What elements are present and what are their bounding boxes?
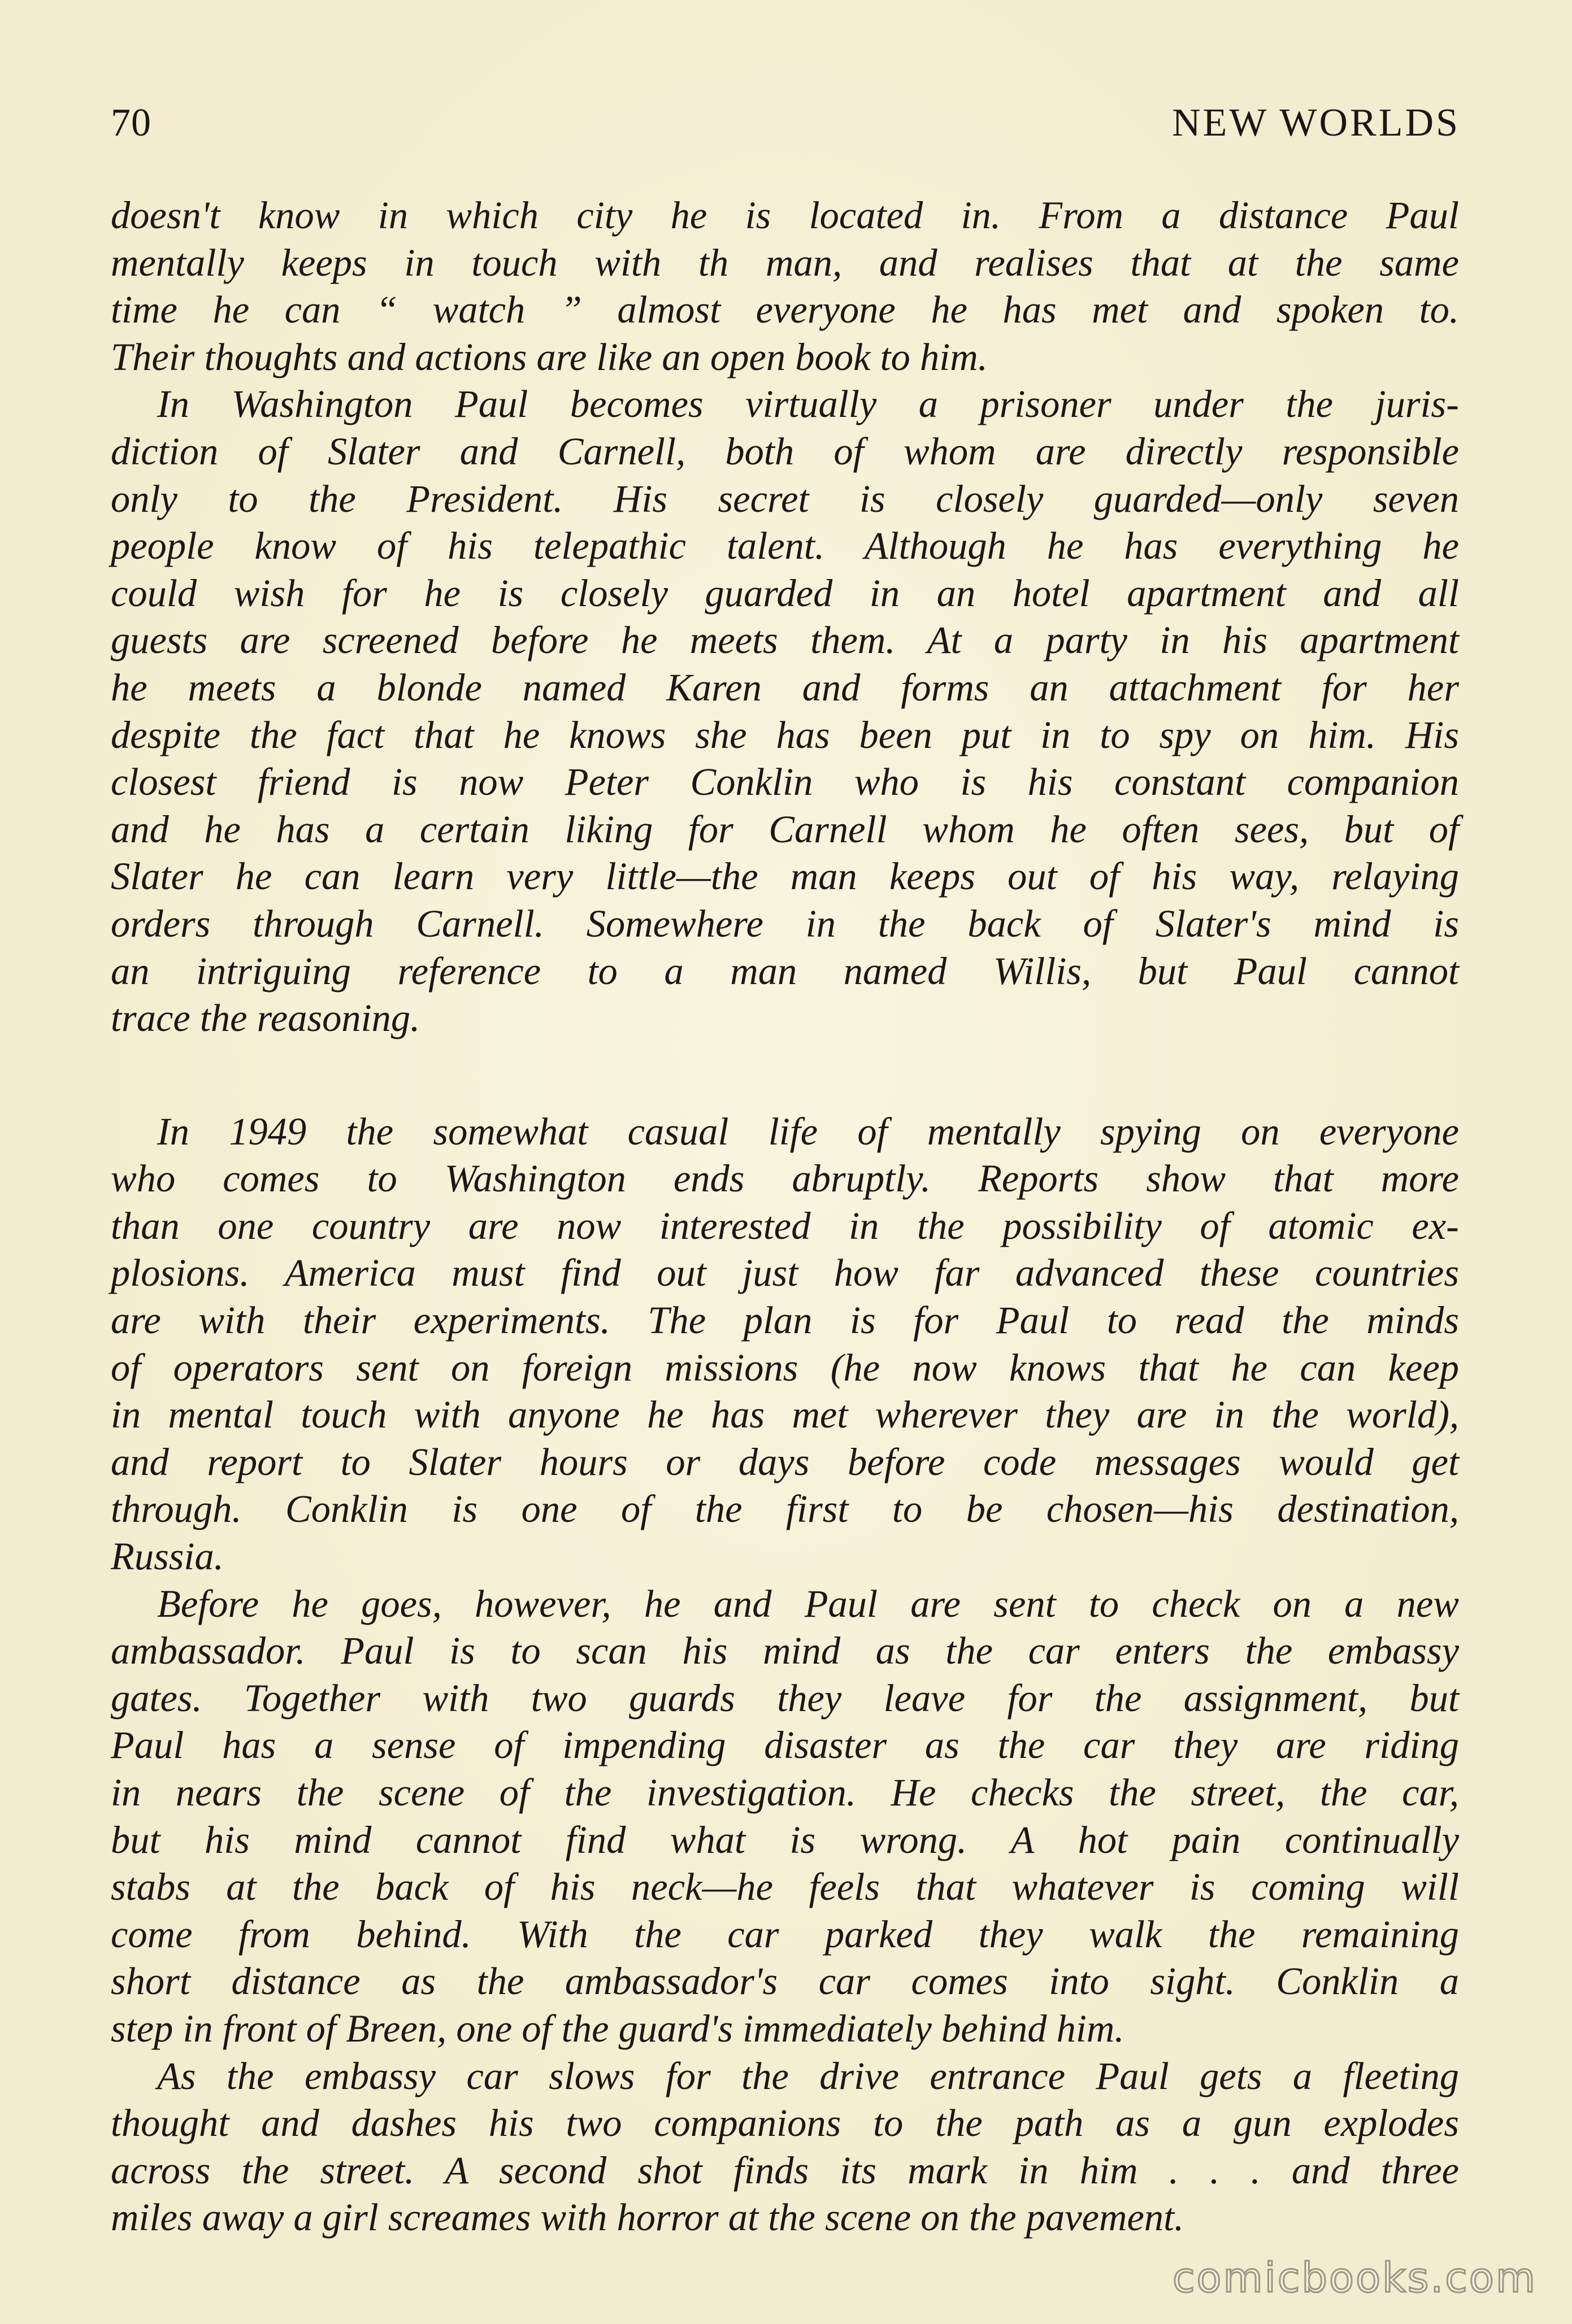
- paragraph-embassy-car: [111, 2053, 1459, 2242]
- text-line: and report to Slater hours or days before code messages would get: [111, 1440, 1459, 1483]
- text-line: plosions. America must find out just how far advanced these countries: [111, 1251, 1459, 1295]
- text-line: he meets a blonde named Karen and forms an attachment for her: [111, 665, 1459, 709]
- text-line: in mental touch with anyone he has met wherever they are in the world),: [111, 1393, 1459, 1437]
- watermark: comicbooks.com: [1172, 2254, 1537, 2301]
- text-line: despite the fact that he knows she has been put in to spy on him. His: [111, 713, 1459, 756]
- text-line: step in front of Breen, one of the guard's immediately behind him.: [111, 2007, 1124, 2050]
- paragraph-continuation: [111, 192, 1459, 381]
- text-line: come from behind. With the car parked they walk the remaining: [111, 1912, 1459, 1956]
- text-line: diction of Slater and Carnell, both of whom are directly responsible: [111, 429, 1459, 473]
- text-line: but his mind cannot find what is wrong. A hot pain continually: [111, 1818, 1459, 1861]
- text-line: time he can “ watch ” almost everyone he has met and spoken to.: [111, 288, 1459, 332]
- text-line: ambassador. Paul is to scan his mind as the car enters the embassy: [111, 1629, 1459, 1673]
- section-break: [111, 1042, 1459, 1108]
- text-line: Russia.: [111, 1535, 224, 1578]
- text-line: in nears the scene of the investigation. He checks the street, the car,: [111, 1771, 1459, 1814]
- text-line: people know of his telepathic talent. Although he has everything he: [111, 524, 1459, 568]
- body-text: [111, 192, 1459, 2242]
- text-line: guests are screened before he meets them. At a party in his apartment: [111, 619, 1459, 662]
- text-line: mentally keeps in touch with th man, and realises that at the same: [111, 241, 1459, 284]
- running-head: [111, 101, 1460, 151]
- running-title: NEW WORLDS: [1172, 101, 1460, 145]
- paragraph-1949: [111, 1108, 1459, 1581]
- text-line: As the embassy car slows for the drive entrance Paul gets a fleeting: [157, 2054, 1459, 2097]
- text-line: Before he goes, however, he and Paul are sent to check on a new: [157, 1582, 1459, 1625]
- text-line: could wish for he is closely guarded in an hotel apartment and all: [111, 571, 1459, 615]
- text-line: miles away a girl screames with horror at the scene on the pavement.: [111, 2196, 1184, 2239]
- text-line: short distance as the ambassador's car comes into sight. Conklin a: [111, 1960, 1459, 2003]
- text-line: thought and dashes his two companions to the path as a gun explodes: [111, 2101, 1459, 2145]
- text-line: across the street. A second shot finds its mark in him . . . and three: [111, 2148, 1459, 2192]
- text-line: In Washington Paul becomes virtually a prisoner under the juris-: [157, 382, 1459, 426]
- text-line: who comes to Washington ends abruptly. Reports show that more: [111, 1157, 1459, 1200]
- text-line: of operators sent on foreign missions (he now knows that he can keep: [111, 1346, 1459, 1389]
- text-line: Slater he can learn very little—the man keeps out of his way, relaying: [111, 855, 1459, 898]
- page-number: 70: [111, 101, 151, 145]
- text-line: and he has a certain liking for Carnell whom he often sees, but of: [111, 807, 1459, 851]
- text-line: trace the reasoning.: [111, 996, 420, 1040]
- text-line: than one country are now interested in the possibility of atomic ex-: [111, 1204, 1459, 1247]
- text-line: doesn't know in which city he is located in. From a distance Paul: [111, 194, 1459, 237]
- text-line: stabs at the back of his neck—he feels that whatever is coming will: [111, 1865, 1459, 1909]
- text-line: Paul has a sense of impending disaster as the car they are riding: [111, 1724, 1459, 1767]
- text-line: gates. Together with two guards they leave for the assignment, but: [111, 1676, 1459, 1720]
- paragraph-washington: [111, 381, 1459, 1042]
- text-line: closest friend is now Peter Conklin who is his constant companion: [111, 760, 1459, 804]
- text-line: Their thoughts and actions are like an open book to him.: [111, 335, 988, 378]
- text-line: only to the President. His secret is closely guarded—only seven: [111, 477, 1459, 520]
- text-line: are with their experiments. The plan is for Paul to read the minds: [111, 1299, 1459, 1342]
- text-line: through. Conklin is one of the first to be chosen—his destination,: [111, 1487, 1459, 1531]
- paragraph-ambassador: [111, 1581, 1459, 2053]
- text-line: an intriguing reference to a man named Willis, but Paul cannot: [111, 949, 1459, 993]
- text-line: In 1949 the somewhat casual life of mentally spying on everyone: [157, 1109, 1459, 1153]
- text-line: orders through Carnell. Somewhere in the back of Slater's mind is: [111, 902, 1459, 945]
